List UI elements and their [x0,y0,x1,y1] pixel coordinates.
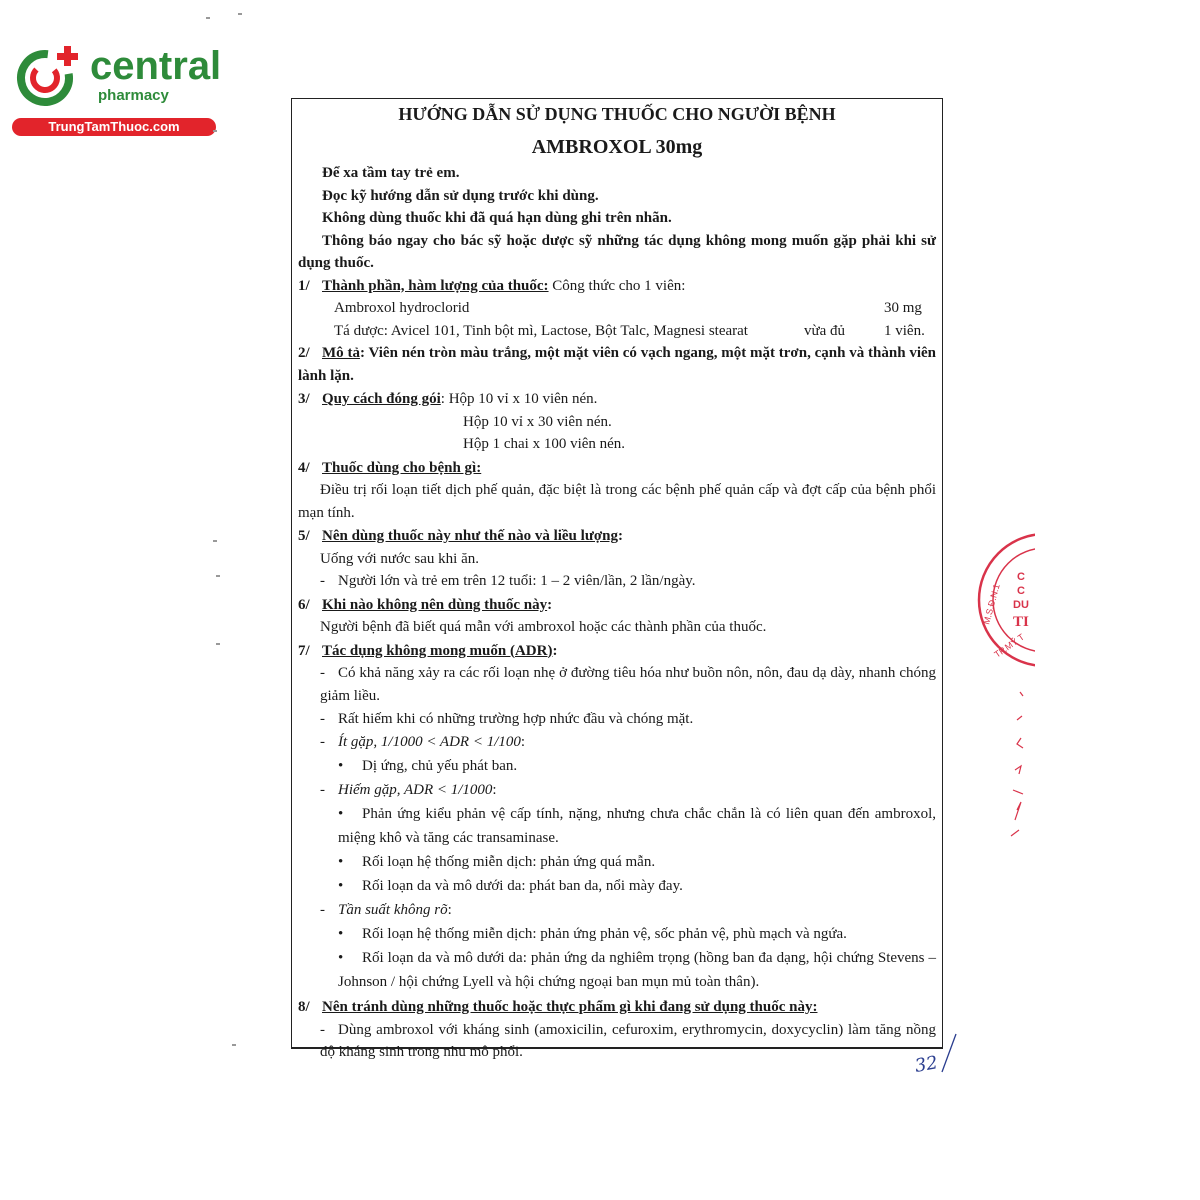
adr-item-3-colon: : [520,734,526,750]
adr-item-4 [298,778,936,802]
adr-item-1 [298,662,936,708]
excipients-amount: 1 viên. [884,322,925,339]
dash-marker: - [320,782,325,798]
adr-item-4-colon: : [492,782,497,798]
section-7-title: Tác dụng không mong muốn (ADR) [322,642,553,659]
bullet-marker: • [338,806,344,822]
section-2-number: 2/ [298,345,310,361]
logo-subtitle: pharmacy [98,87,169,104]
adr-item-4-bullet-2 [298,850,936,874]
section-3 [298,388,936,411]
adr-item-4-bullet-1 [298,802,936,850]
page-mark-text: 32 [913,1052,940,1077]
section-7-colon: : [552,642,558,659]
section-4 [298,457,936,480]
packaging-line-2: Hộp 10 vỉ x 30 viên nén. [463,413,612,430]
bullet-marker: • [338,950,344,966]
adr-item-4-bullet-3-text: Rối loạn da và mô dưới da: phát ban da, nổi mày đay. [362,878,683,894]
section-4-number: 4/ [298,459,310,476]
ingredient-active-name: Ambroxol hydroclorid [334,300,470,316]
adr-item-5 [298,898,936,922]
section-1-title: Thành phần, hàm lượng của thuốc: [322,277,549,294]
leaflet-document [291,98,943,1060]
ingredient-active-amount: 30 mg [884,300,922,316]
bullet-marker: • [338,758,344,774]
section-6-title: Khi nào không nên dùng thuốc này [322,596,548,613]
stamp-ring-text: M.S.Đ.N:1 [981,582,1002,626]
company-stamp [975,530,1035,670]
adr-item-5-bullet-1 [298,922,936,946]
scan-speck [213,130,217,132]
adr-item-5-bullet-2-text: Rối loạn da và mô dưới da: phản ứng da nghiêm trọng (hồng ban đa dạng, hội chứng Stevens – Johnson / hội chứng Lyell và hội chứng ngoại ban mụn mủ toàn thân). [338,950,936,990]
dosage-line-2-text: Người lớn và trẻ em trên 12 tuổi: 1 – 2 viên/lần, 2 lần/ngày. [338,573,696,589]
section-8-item-1-text: Dùng ambroxol với kháng sinh (amoxicilin, cefuroxim, erythromycin, doxycyclin) làm tăng nồng độ kháng sinh trong nhu mô phổi. [320,1021,936,1060]
section-5 [298,525,936,548]
adr-item-4-bullet-2-text: Rối loạn hệ thống miễn dịch: phản ứng quá mẫn. [362,854,656,870]
section-7-number: 7/ [298,642,310,659]
section-2-title: Mô tả [322,345,360,361]
scan-speck [238,13,242,15]
packaging-line-1: : Hộp 10 vỉ x 10 viên nén. [440,391,598,407]
adr-item-3 [298,731,936,754]
adr-uncommon-label: Ít gặp, 1/1000 < ADR < 1/100 [338,734,521,750]
section-3-title: Quy cách đóng gói [322,391,441,407]
stamp-line-2: C [1017,585,1025,597]
bullet-marker: • [338,878,344,894]
adr-item-5-colon: : [447,902,452,918]
scan-speck [206,17,210,19]
section-2-text: : Viên nén tròn màu trắng, một mặt viên có vạch ngang, một mặt trơn, cạnh và thành viên lành lặn. [298,345,937,384]
section-4-title: Thuốc dùng cho bệnh gì: [322,459,482,476]
stamp-line-1: C [1017,571,1025,583]
dash-marker: - [320,734,325,750]
central-pharmacy-logo-mark-icon [12,40,84,112]
section-8-title: Nên tránh dùng những thuốc hoặc thực phẩm gì khi đang sử dụng thuốc này: [322,999,818,1015]
adr-item-2 [298,708,936,731]
warning-1: Để xa tầm tay trẻ em. [322,165,460,181]
adr-item-4-bullet-1-text: Phản ứng kiểu phản vệ cấp tính, nặng, nhưng chưa chắc chắn là có liên quan đến ambroxol, miệng khô và tăng các transaminase. [338,806,936,846]
section-1 [298,275,936,298]
dosage-line-1: Uống với nước sau khi ăn. [320,550,479,567]
stamp-line-4: TI [1013,614,1029,630]
section-6-number: 6/ [298,596,310,613]
excipients-list: Tá dược: Avicel 101, Tinh bột mì, Lactose, Bột Talc, Magnesi stearat [334,322,748,339]
logo-name: central [90,44,222,88]
section-5-colon: : [617,528,623,544]
stamp-line-3: DU [1013,599,1029,611]
adr-rare-label: Hiếm gặp, ADR < 1/1000 [338,782,493,798]
bullet-marker: • [338,926,344,942]
section-5-number: 5/ [298,528,310,544]
document-title: HƯỚNG DẪN SỬ DỤNG THUỐC CHO NGƯỜI BỆNH [398,104,836,124]
excipients-qs: vừa đủ [804,322,846,339]
company-stamp-graphic [975,530,1035,670]
section-6 [298,594,936,617]
section-8 [298,996,936,1019]
packaging-line-3: Hộp 1 chai x 100 viên nén. [463,436,626,452]
dash-marker: - [320,711,325,727]
adr-unknown-label: Tần suất không rõ [338,902,448,918]
section-3-number: 3/ [298,391,310,407]
central-pharmacy-logo[interactable] [8,36,223,136]
section-4-text: Điều trị rối loạn tiết dịch phế quản, đặc biệt là trong các bệnh phế quản cấp và đợt cấp của bệnh phổi mạn tính. [298,482,936,521]
section-7 [298,640,936,663]
scan-speck [213,540,217,542]
section-8-item-1 [298,1019,936,1064]
adr-item-5-bullet-1-text: Rối loạn hệ thống miễn dịch: phản ứng phản vệ, sốc phản vệ, phù mạch và ngứa. [362,926,847,942]
section-6-text: Người bệnh đã biết quá mẫn với ambroxol hoặc các thành phần của thuốc. [320,619,767,635]
warning-2: Đọc kỹ hướng dẫn sử dụng trước khi dùng. [322,187,599,204]
section-2 [298,342,936,387]
dash-marker: - [320,902,325,918]
scan-speck [216,643,220,645]
dash-marker: - [320,1021,325,1038]
stamp-scribble-marks [1005,690,1025,840]
warning-3: Không dùng thuốc khi đã quá hạn dùng ghi trên nhãn. [322,210,672,226]
ingredient-row-excipients [298,320,936,343]
logo-site-link[interactable]: TrungTamThuoc.com [12,118,216,136]
adr-item-4-bullet-3 [298,874,936,898]
warning-4: Thông báo ngay cho bác sỹ hoặc dược sỹ những tác dụng không mong muốn gặp phải khi sử dụng thuốc. [298,232,936,271]
scan-speck [232,1044,236,1046]
scan-speck [216,575,220,577]
stamp-bottom-text: TP.MỸ T [992,631,1027,660]
product-name: AMBROXOL 30mg [531,136,703,158]
adr-item-1-text: Có khả năng xảy ra các rối loạn nhẹ ở đường tiêu hóa như buồn nôn, nôn, đau dạ dày, nhanh chóng giảm liều. [320,665,936,704]
adr-item-3-bullet-1 [298,754,936,778]
ingredient-row-active [298,297,936,320]
section-8-number: 8/ [298,999,310,1015]
section-1-intro: Công thức cho 1 viên: [548,277,686,294]
section-6-colon: : [547,596,553,613]
dosage-line-2 [298,570,936,593]
bullet-marker: • [338,854,344,870]
handwritten-page-mark [912,1030,962,1080]
dash-marker: - [320,665,325,681]
adr-item-3-bullet-1-text: Dị ứng, chủ yếu phát ban. [362,758,518,774]
section-5-title: Nên dùng thuốc này như thế nào và liều lượng [322,528,618,544]
dash-marker: - [320,573,325,589]
section-1-number: 1/ [298,277,310,294]
adr-item-2-text: Rất hiếm khi có những trường hợp nhức đầu và chóng mặt. [338,711,694,727]
adr-item-5-bullet-2 [298,946,936,994]
